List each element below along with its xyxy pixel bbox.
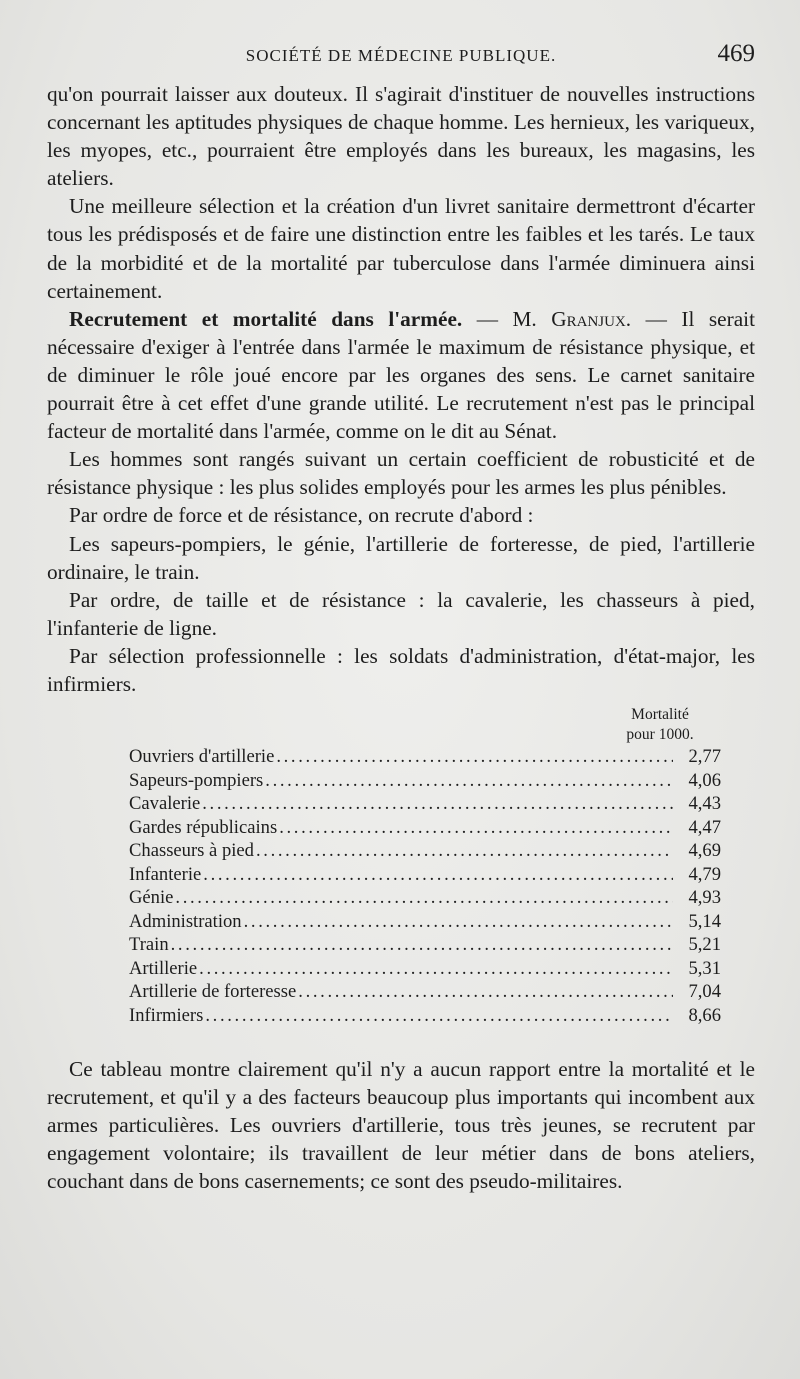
paragraph-8: Par sélection professionnelle : les soldats d'administration, d'état-major, les infirmiers. (47, 643, 755, 696)
table-row (129, 839, 721, 863)
row-value: 4,06 (688, 769, 721, 791)
row-label: Train (129, 934, 169, 956)
dot-leader (276, 745, 673, 769)
row-label: Gardes républicains (129, 816, 278, 838)
table-row (129, 957, 721, 981)
paragraph-1: qu'on pourrait laisser aux douteux. Il s'agirait d'instituer de nouvelles instructions concernant les aptitudes physiques de chaque homme. Les hernieux, les variqueux, les myopes, etc., pourraient être employés dans les bureaux, les magasins, les ateliers. (47, 82, 755, 191)
row-value: 2,77 (688, 746, 721, 768)
row-label: Infanterie (129, 863, 202, 885)
row-value: 4,79 (688, 863, 721, 885)
section-author: Granjux. (551, 306, 632, 331)
row-label: Artillerie de forteresse (129, 981, 297, 1003)
running-title: SOCIÉTÉ DE MÉDECINE PUBLIQUE. (245, 46, 557, 65)
table-row (129, 863, 721, 887)
row-label: Artillerie (129, 957, 198, 979)
dot-leader (175, 886, 673, 910)
table-row (129, 769, 721, 793)
table-row (129, 933, 721, 957)
paragraph-7: Par ordre, de taille et de résistance : la cavalerie, les chasseurs à pied, l'infanterie de ligne. (47, 587, 755, 640)
row-value: 4,47 (688, 816, 721, 838)
dot-leader (256, 839, 673, 863)
dot-leader (171, 933, 673, 957)
table-row (129, 745, 721, 769)
table-header-line-1: Mortalité (631, 706, 689, 724)
table-column-header (610, 705, 710, 745)
table-row (129, 980, 721, 1004)
row-label: Chasseurs à pied (129, 840, 254, 862)
page-number: 469 (717, 40, 755, 67)
dot-leader (279, 816, 673, 840)
row-label: Administration (129, 910, 242, 932)
dot-leader (298, 980, 673, 1004)
dot-leader (205, 1004, 673, 1028)
row-label: Ouvriers d'artillerie (129, 746, 275, 768)
dot-leader (199, 957, 673, 981)
row-value: 4,93 (688, 887, 721, 909)
row-value: 5,31 (688, 957, 721, 979)
paragraph-6: Les sapeurs-pompiers, le génie, l'artillerie de forteresse, de pied, l'artillerie ordinaire, le train. (47, 531, 755, 584)
table-row (129, 910, 721, 934)
section-text: — Il serait nécessaire d'exiger à l'entrée dans l'armée le maximum de résistance physique, et de diminuer le rôle joué encore par les organes des sens. Le carnet sanitaire pourrait être à cet effet d'une grande utilité. Le recrutement n'est pas le principal facteur de mortalité dans l'armée, comme on le dit au Sénat. (47, 306, 756, 444)
table-row (129, 886, 721, 910)
dot-leader (265, 769, 673, 793)
paragraph-2: Une meilleure sélection et la création d'un livret sanitaire dermettront d'écarter tous les prédisposés et de faire une distinction entre les faibles et les tarés. Le taux de la morbidité et de la mortalité par tuberculose dans l'armée diminuera ainsi certainement. (47, 194, 755, 303)
section-dash: — M. (462, 306, 552, 331)
row-label: Cavalerie (129, 793, 201, 815)
row-label: Génie (129, 887, 174, 909)
paragraph-9: Ce tableau montre clairement qu'il n'y a aucun rapport entre la mortalité et le recrutement, et qu'il y a des facteurs beaucoup plus importants qui incombent aux armes particulières. Les ouvriers d'artillerie, tous très jeunes, se recrutent par engagement volontaire; ils travaillent de leur métier dans de bons ateliers, couchant dans de bons casernements; ce sont des pseudo-militaires. (47, 1057, 755, 1194)
row-value: 5,21 (688, 934, 721, 956)
closing-text (47, 1055, 755, 1195)
table-row (129, 816, 721, 840)
row-label: Sapeurs-pompiers (129, 769, 264, 791)
mortality-table (129, 745, 721, 1027)
paragraph-3 (47, 305, 755, 445)
row-value: 7,04 (688, 981, 721, 1003)
section-title: Recrutement et mortalité dans l'armée. (69, 306, 463, 331)
dot-leader (203, 863, 673, 887)
dot-leader (244, 910, 673, 934)
table-row (129, 1004, 721, 1028)
running-head (47, 40, 755, 80)
table-header-line-2: pour 1000. (626, 726, 694, 744)
paragraph-5: Par ordre de force et de résistance, on recrute d'abord : (69, 503, 534, 528)
table-row (129, 792, 721, 816)
dot-leader (202, 792, 673, 816)
row-value: 5,14 (688, 910, 721, 932)
paragraph-4: Les hommes sont rangés suivant un certain coefficient de robusticité et de résistance physique : les plus solides employés pour les armes les plus pénibles. (47, 447, 755, 500)
row-value: 8,66 (688, 1004, 721, 1026)
body-text (47, 80, 755, 698)
row-label: Infirmiers (129, 1004, 204, 1026)
row-value: 4,69 (688, 840, 721, 862)
row-value: 4,43 (688, 793, 721, 815)
